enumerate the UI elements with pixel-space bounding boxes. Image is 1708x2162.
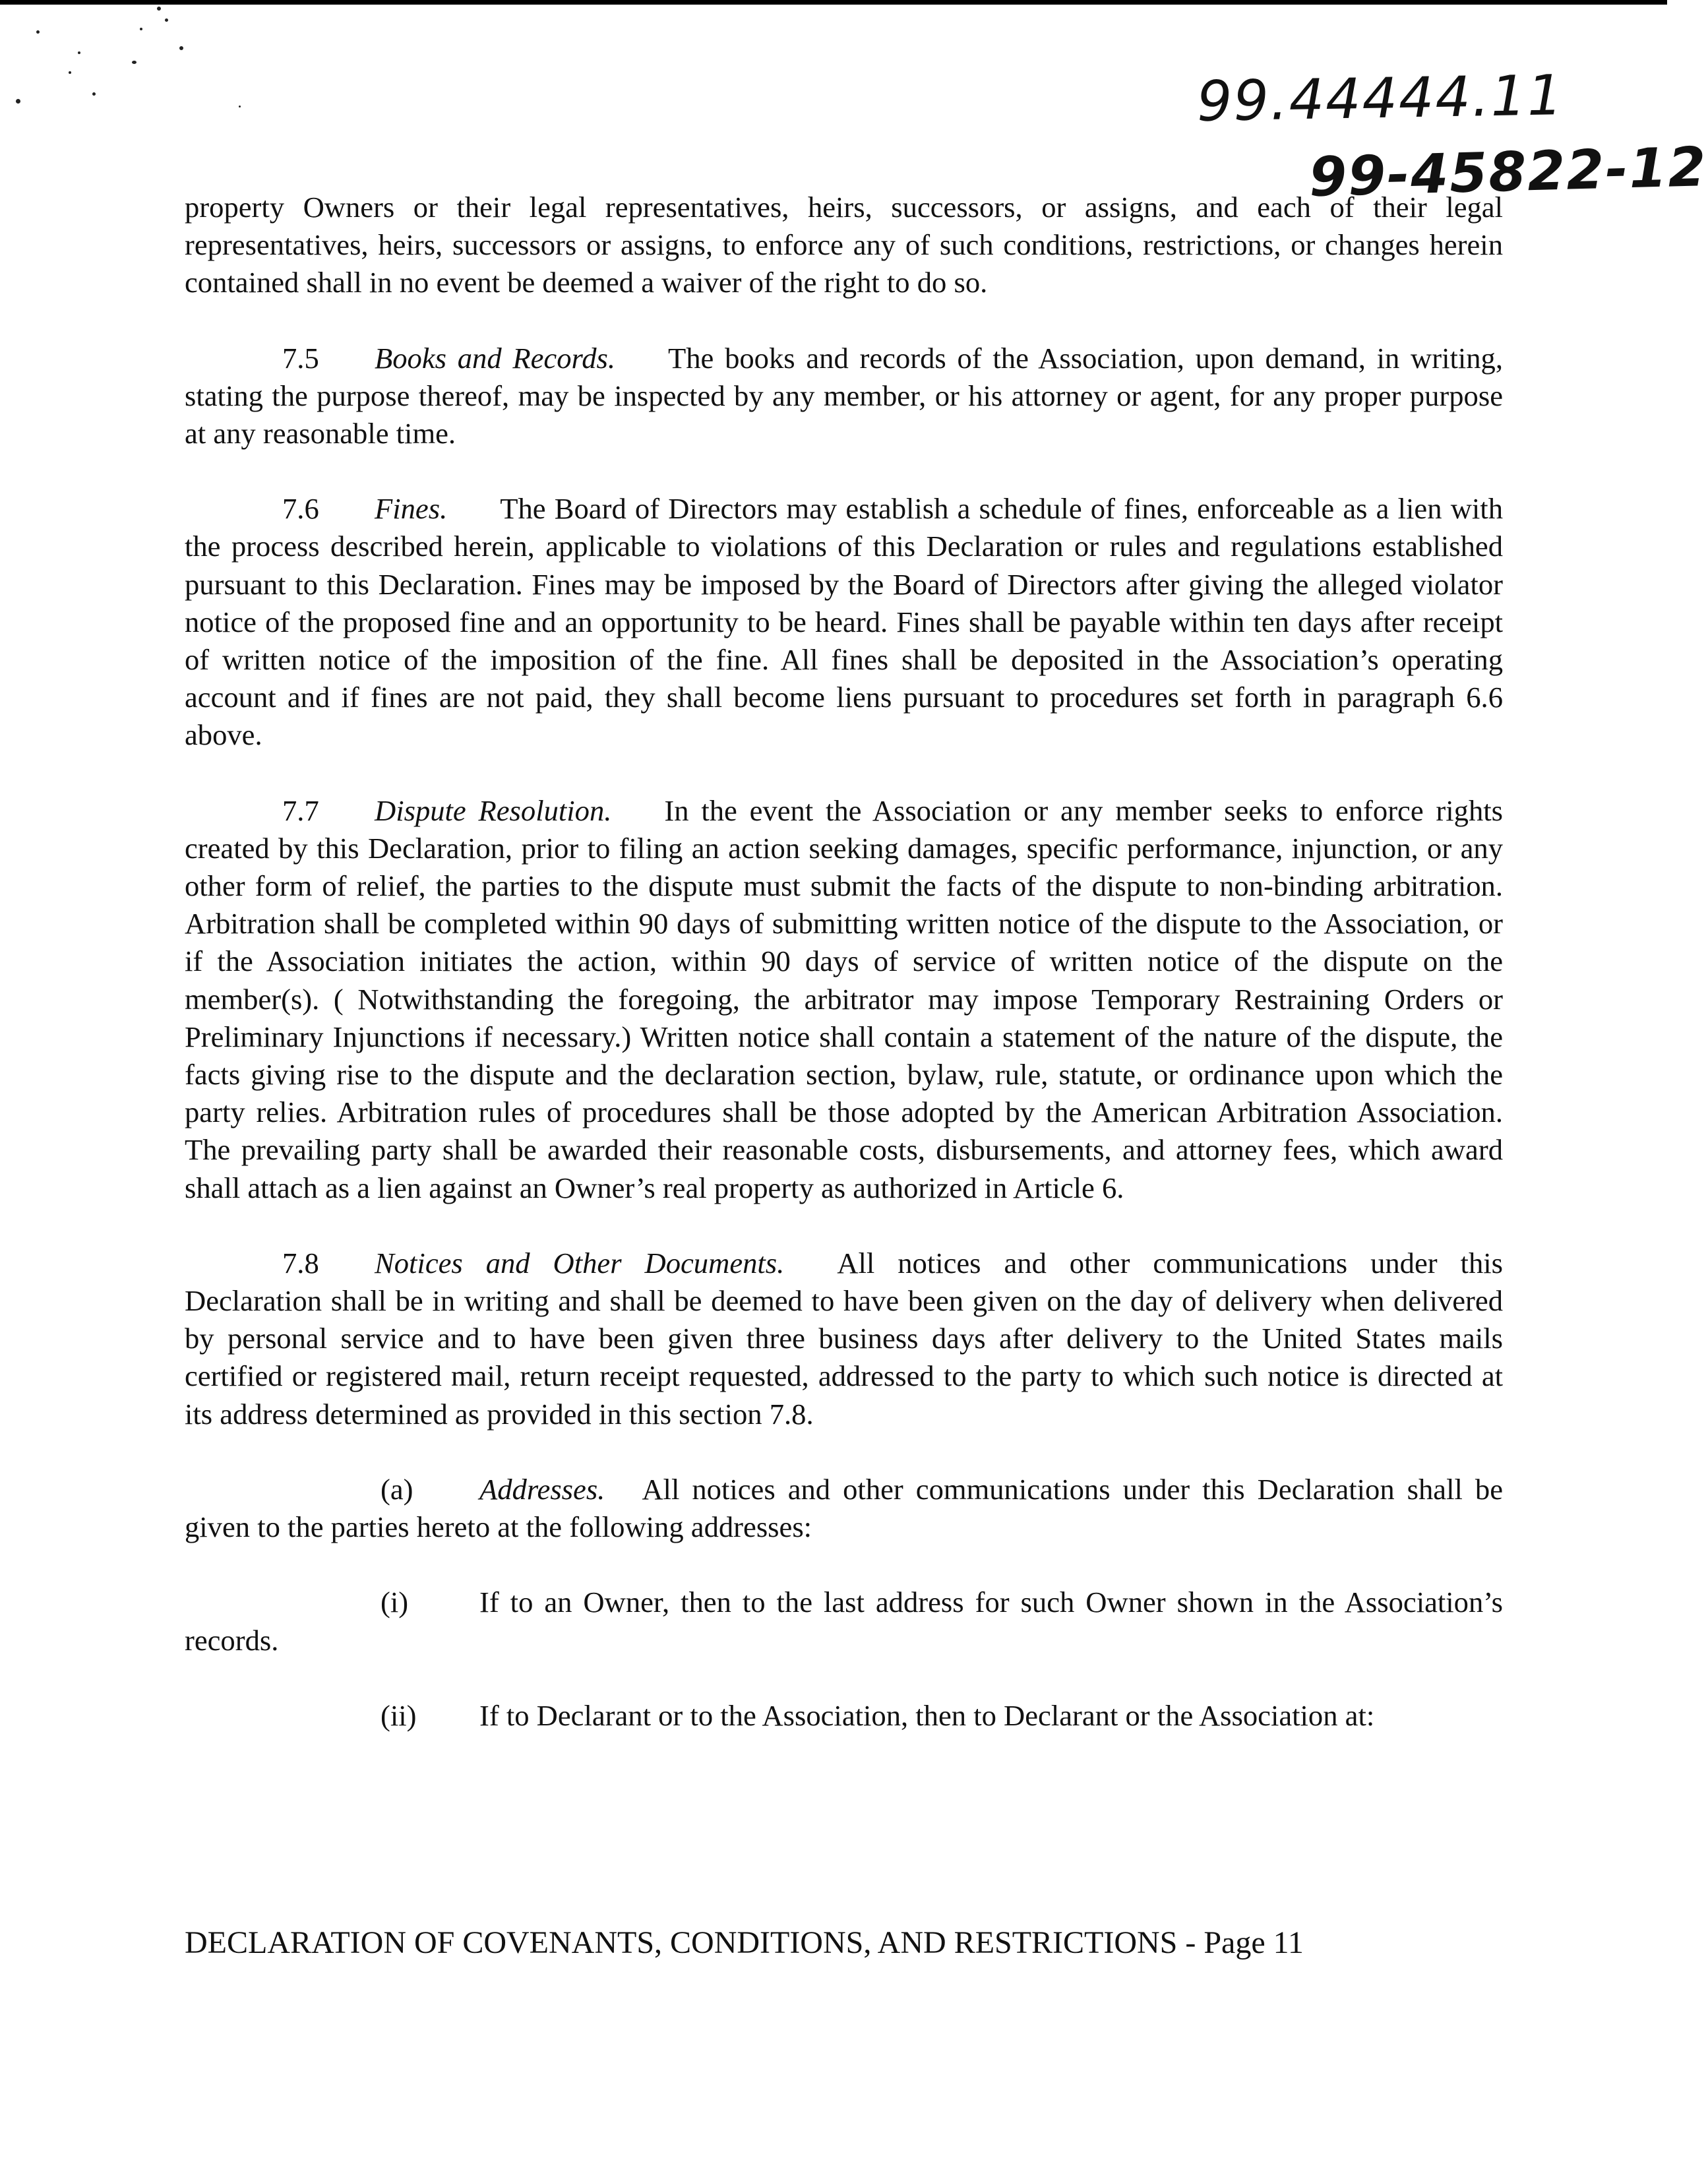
subsection-number: (a) [381, 1472, 413, 1506]
section-number: 7.7 [282, 793, 319, 827]
scan-specks [0, 0, 211, 132]
section-number: 7.5 [282, 341, 319, 375]
section-text: All notices and other communications under this Declaration shall be in writing and shall be deemed to have been given on the day of delivery when delivered by personal service and to have been given three business days after delivery to the United States mails certified or registered mail, return receipt requested, addressed to the party to which such notice is directed at its address determined as provided in this section 7.8. [185, 1246, 1503, 1431]
section-text: The books and records of the Association, upon demand, in writing, stating the purpose thereof, may be inspected by any member, or his attorney or agent, for any proper purpose at any reasonable time. [185, 341, 1503, 450]
section-title: Notices and Other Documents. [375, 1246, 785, 1280]
section-7-7 [185, 792, 1503, 1207]
page-footer: DECLARATION OF COVENANTS, CONDITIONS, AND RESTRICTIONS - Page 11 [185, 1925, 1304, 1960]
section-7-5 [185, 340, 1503, 453]
subsection-text: All notices and other communications under this Declaration shall be given to the parties hereto at the following addresses: [185, 1472, 1503, 1544]
subsection-number: (ii) [381, 1698, 417, 1732]
section-7-8 [185, 1245, 1503, 1433]
subsection-number: (i) [381, 1586, 409, 1619]
handwritten-case-number-2: 99-45822-12 [1308, 136, 1708, 209]
subsection-text: If to an Owner, then to the last address for such Owner shown in the Association’s records. [185, 1586, 1503, 1657]
subsection-text: If to Declarant or to the Association, then to Declarant or the Association at: [479, 1698, 1375, 1732]
subsection-ii-declarant [185, 1697, 1503, 1735]
continuation-paragraph: property Owners or their legal representatives, heirs, successors, or assigns, and each of their legal representatives, heirs, successors or assigns, to enforce any of such conditions, restrictions, or changes herein contained shall in no event be deemed a waiver of the right to do so. [185, 191, 1503, 299]
section-title: Dispute Resolution. [375, 793, 612, 827]
handwritten-case-number-1: 99.44444.11 [1196, 63, 1565, 134]
section-7-6 [185, 490, 1503, 754]
section-number: 7.6 [282, 492, 319, 526]
section-text: In the event the Association or any member seeks to enforce rights created by this Declaration, prior to filing an action seeking damages, specific performance, injunction, or any other form of relief, the parties to the dispute must submit the facts of the dispute to non-binding arbitration. Arbitration shall be completed within 90 days of submitting written notice of the dispute to the Association, or if the Association initiates the action, within 90 days of service of written notice of the dispute on the member(s). ( Notwithstanding the foregoing, the arbitrator may impose Temporary Restraining Orders or Preliminary Injunctions if necessary.) Written notice shall contain a statement of the nature of the dispute, the facts giving rise to the dispute and the declaration section, bylaw, rule, statute, or ordinance upon which the party relies. Arbitration rules of procedures shall be those adopted by the American Arbitration Association. The prevailing party shall be awarded their reasonable costs, disbursements, and attorney fees, which award shall attach as a lien against an Owner’s real property as authorized in Article 6. [185, 793, 1503, 1204]
section-title: Books and Records. [375, 341, 615, 375]
scan-top-border [0, 0, 1667, 5]
section-title: Fines. [375, 492, 448, 526]
section-text: The Board of Directors may establish a schedule of fines, enforceable as a lien with the process described herein, applicable to violations of this Declaration or rules and regulations established pursuant to this Declaration. Fines may be imposed by the Board of Directors after giving the alleged violator notice of the proposed fine and an opportunity to be heard. Fines shall be payable within ten days after receipt of written notice of the imposition of the fine. All fines shall be deposited in the Association’s operating account and if fines are not paid, they shall become liens pursuant to procedures set forth in paragraph 6.6 above. [185, 492, 1503, 752]
section-number: 7.8 [282, 1246, 319, 1280]
subsection-a-addresses [185, 1471, 1503, 1546]
subsection-i-owner [185, 1584, 1503, 1659]
subsection-title: Addresses. [479, 1472, 605, 1506]
document-body [185, 189, 1503, 1735]
